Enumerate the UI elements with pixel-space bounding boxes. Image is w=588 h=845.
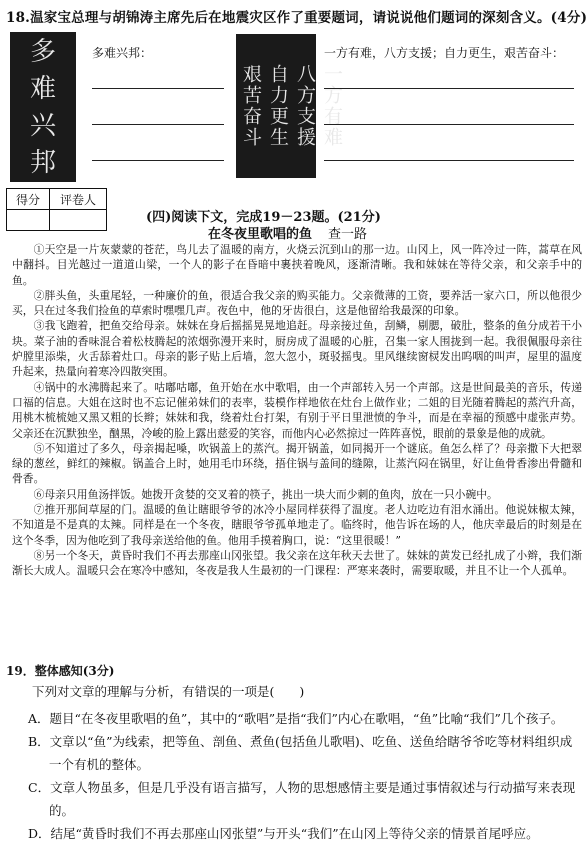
calligraphy-char: 兴 bbox=[29, 111, 56, 141]
option-a[interactable]: A．题目“在冬夜里歌唱的鱼”，其中的“歌唱”是指“我们”内心在歌唱，“鱼”比喻“我们”几个孩子。 bbox=[28, 711, 564, 726]
option-d[interactable]: D．结尾“黄昏时我们不再去那座山冈张望”与开头“我们”在山冈上等待父亲的情景首尾呼应。 bbox=[28, 826, 539, 841]
question-19-stem: 下列对文章的理解与分析，有错误的一项是( ) bbox=[32, 684, 305, 699]
calligraphy-hu-image bbox=[236, 34, 343, 178]
article-body bbox=[12, 242, 582, 579]
answer-label-wen: 多难兴邦： bbox=[92, 46, 153, 60]
paragraph: ②胖头鱼，头重尾轻，一种廉价的鱼，很适合我父亲的购买能力。父亲微薄的工资，要养活一家六口，所以他很少买，只在过冬我们捡鱼的草索时嘿嘿几声。夜色中，他的牙齿很白，这是他留给我最深的印象。 bbox=[12, 288, 582, 318]
paragraph: ⑥母亲只用鱼汤拌饭。她拨开贪婪的交叉着的筷子，挑出一块大而少刺的鱼肉，放在一只小碗中。 bbox=[33, 487, 498, 501]
option-b[interactable]: B．文章以“鱼”为线索，把等鱼、剖鱼、煮鱼(包括鱼儿歌唱)、吃鱼、送鱼给瞎爷爷吃等材料组织成一个有机的整体。 bbox=[28, 734, 573, 772]
answer-line[interactable] bbox=[92, 160, 224, 161]
paragraph: ①天空是一片灰蒙蒙的苍茫，鸟儿去了温暖的南方，火烧云沉到山的那一边。山冈上，风一阵冷过一阵，蒿草在风中翻抖。目光越过一道道山梁，一个人的影子在昏暗中裹挟着晚风，逐渐清晰。我和妹妹在等待父亲，和父亲手中的鱼。 bbox=[12, 243, 582, 287]
question-19-options bbox=[28, 707, 582, 845]
answer-line[interactable] bbox=[92, 124, 224, 125]
calligraphy-column: 八方支援 bbox=[294, 64, 316, 148]
calligraphy-wen-image bbox=[10, 32, 76, 182]
article-author: 查一路 bbox=[328, 227, 368, 242]
paragraph: ⑧另一个冬天，黄昏时我们不再去那座山冈张望。我父亲在这年秋天去世了。妹妹的黄发已经扎成了小辫，我们渐渐长大成人。温暖只会在寒冷中感知，冬夜是我人生最初的一门课程：严寒来袭时，需要取暖，并且不让一个人孤单。 bbox=[12, 548, 582, 578]
answer-line[interactable] bbox=[92, 88, 224, 89]
paragraph: ⑤不知道过了多久，母亲揭起嗓，吹锅盖上的蒸汽。揭开锅盖，如同揭开一个谜底。鱼怎么样了？母亲撒下大把翠绿的葱丝，鲜红的辣椒。锅盖合上时，她用毛巾环绕，捂住锅与盖间的缝隙，让蒸汽闷在锅里，好让鱼骨香渗出骨髓和骨香。 bbox=[12, 441, 582, 486]
answer-line[interactable] bbox=[324, 88, 574, 89]
reviewer-header: 评卷人 bbox=[50, 189, 107, 210]
reviewer-cell[interactable] bbox=[50, 210, 107, 231]
question-19-label: 19．整体感知(3分) bbox=[6, 664, 115, 678]
calligraphy-column: 艰苦奋斗 bbox=[240, 64, 262, 148]
answer-line[interactable] bbox=[324, 160, 574, 161]
paragraph: ⑦推开那间草屋的门。温暖的鱼让瞎眼爷爷的冰冷小屋同样获得了温度。老人边吃边有泪水涌出。他说妹椒太辣，不知道是不是真的太辣。同样是在一个冬夜，瞎眼爷爷孤单地走了。临终时，他告诉在场的人，他庆幸最后的时刻是在这个冬季，因为他吃到了我母亲送给他的鱼。他用手摸着胸口，说：“这里很暖！” bbox=[12, 503, 582, 547]
score-header: 得分 bbox=[7, 189, 50, 210]
calligraphy-char: 难 bbox=[29, 74, 56, 104]
paragraph: ④锅中的水沸腾起来了。咕嘟咕嘟，鱼开始在水中歌唱，由一个声部转入另一个声部。这是世间最美的音乐，传递口福的信息。大姐在这时也不忘记催弟妹们的表率，装模作样地依在灶台上做作业；二姐的目光随着腾起的蒸汽升高，用桃木梳梳她又黑又粗的长辫；妹妹和我，绕着灶台打架，有别于平日里泄愤的争斗，而是在幸福的预感中虚张声势。父亲还在沉默独坐，酗黑，冷峻的脸上露出慈爱的笑容，而他内心必然掠过一阵阵喜悦，眼前的景象是他的成就。 bbox=[12, 380, 582, 440]
calligraphy-column: 自力更生 bbox=[267, 64, 289, 148]
score-table bbox=[6, 188, 107, 231]
option-c[interactable]: C．文章人物虽多，但是几乎没有语言描写，人物的思想感情主要是通过事情叙述与行动描写来表现的。 bbox=[28, 780, 576, 818]
article-title bbox=[208, 223, 367, 242]
calligraphy-char: 多 bbox=[29, 37, 56, 67]
section-heading: (四)阅读下文，完成19－23题。(21分) bbox=[146, 210, 381, 225]
calligraphy-char: 邦 bbox=[29, 148, 56, 178]
paragraph: ③我飞跑着，把鱼交给母亲。妹妹在身后摇摇晃晃地追赶。母亲接过鱼，刮鳞，剔腮，破肚，整条的鱼分成若干小块。菜子油的香味混合着松枝腾起的浓烟弥漫开来时，厨房成了温暖的心脏，召集一家人围拢到一起。我很佩服母亲往炉膛里添柴，火舌舔着灶口。母亲的影子贴上后墙，忽大忽小，斑驳摇曳。里风继续窗棂发出呜咽的叫声，屋里的温度升起来，热量向着寒冷四散突围。 bbox=[12, 319, 582, 379]
question-18-prompt: 18.温家宝总理与胡锦涛主席先后在地震灾区作了重要题词，请说说他们题词的深刻含义。(4分) bbox=[6, 10, 588, 26]
article-title-text: 在冬夜里歌唱的鱼 bbox=[208, 227, 313, 242]
score-cell[interactable] bbox=[7, 210, 50, 231]
calligraphy-column: 一方有难 bbox=[321, 64, 343, 148]
answer-label-hu: 一方有难，八方支援；自力更生，艰苦奋斗： bbox=[324, 46, 565, 60]
answer-line[interactable] bbox=[324, 124, 574, 125]
